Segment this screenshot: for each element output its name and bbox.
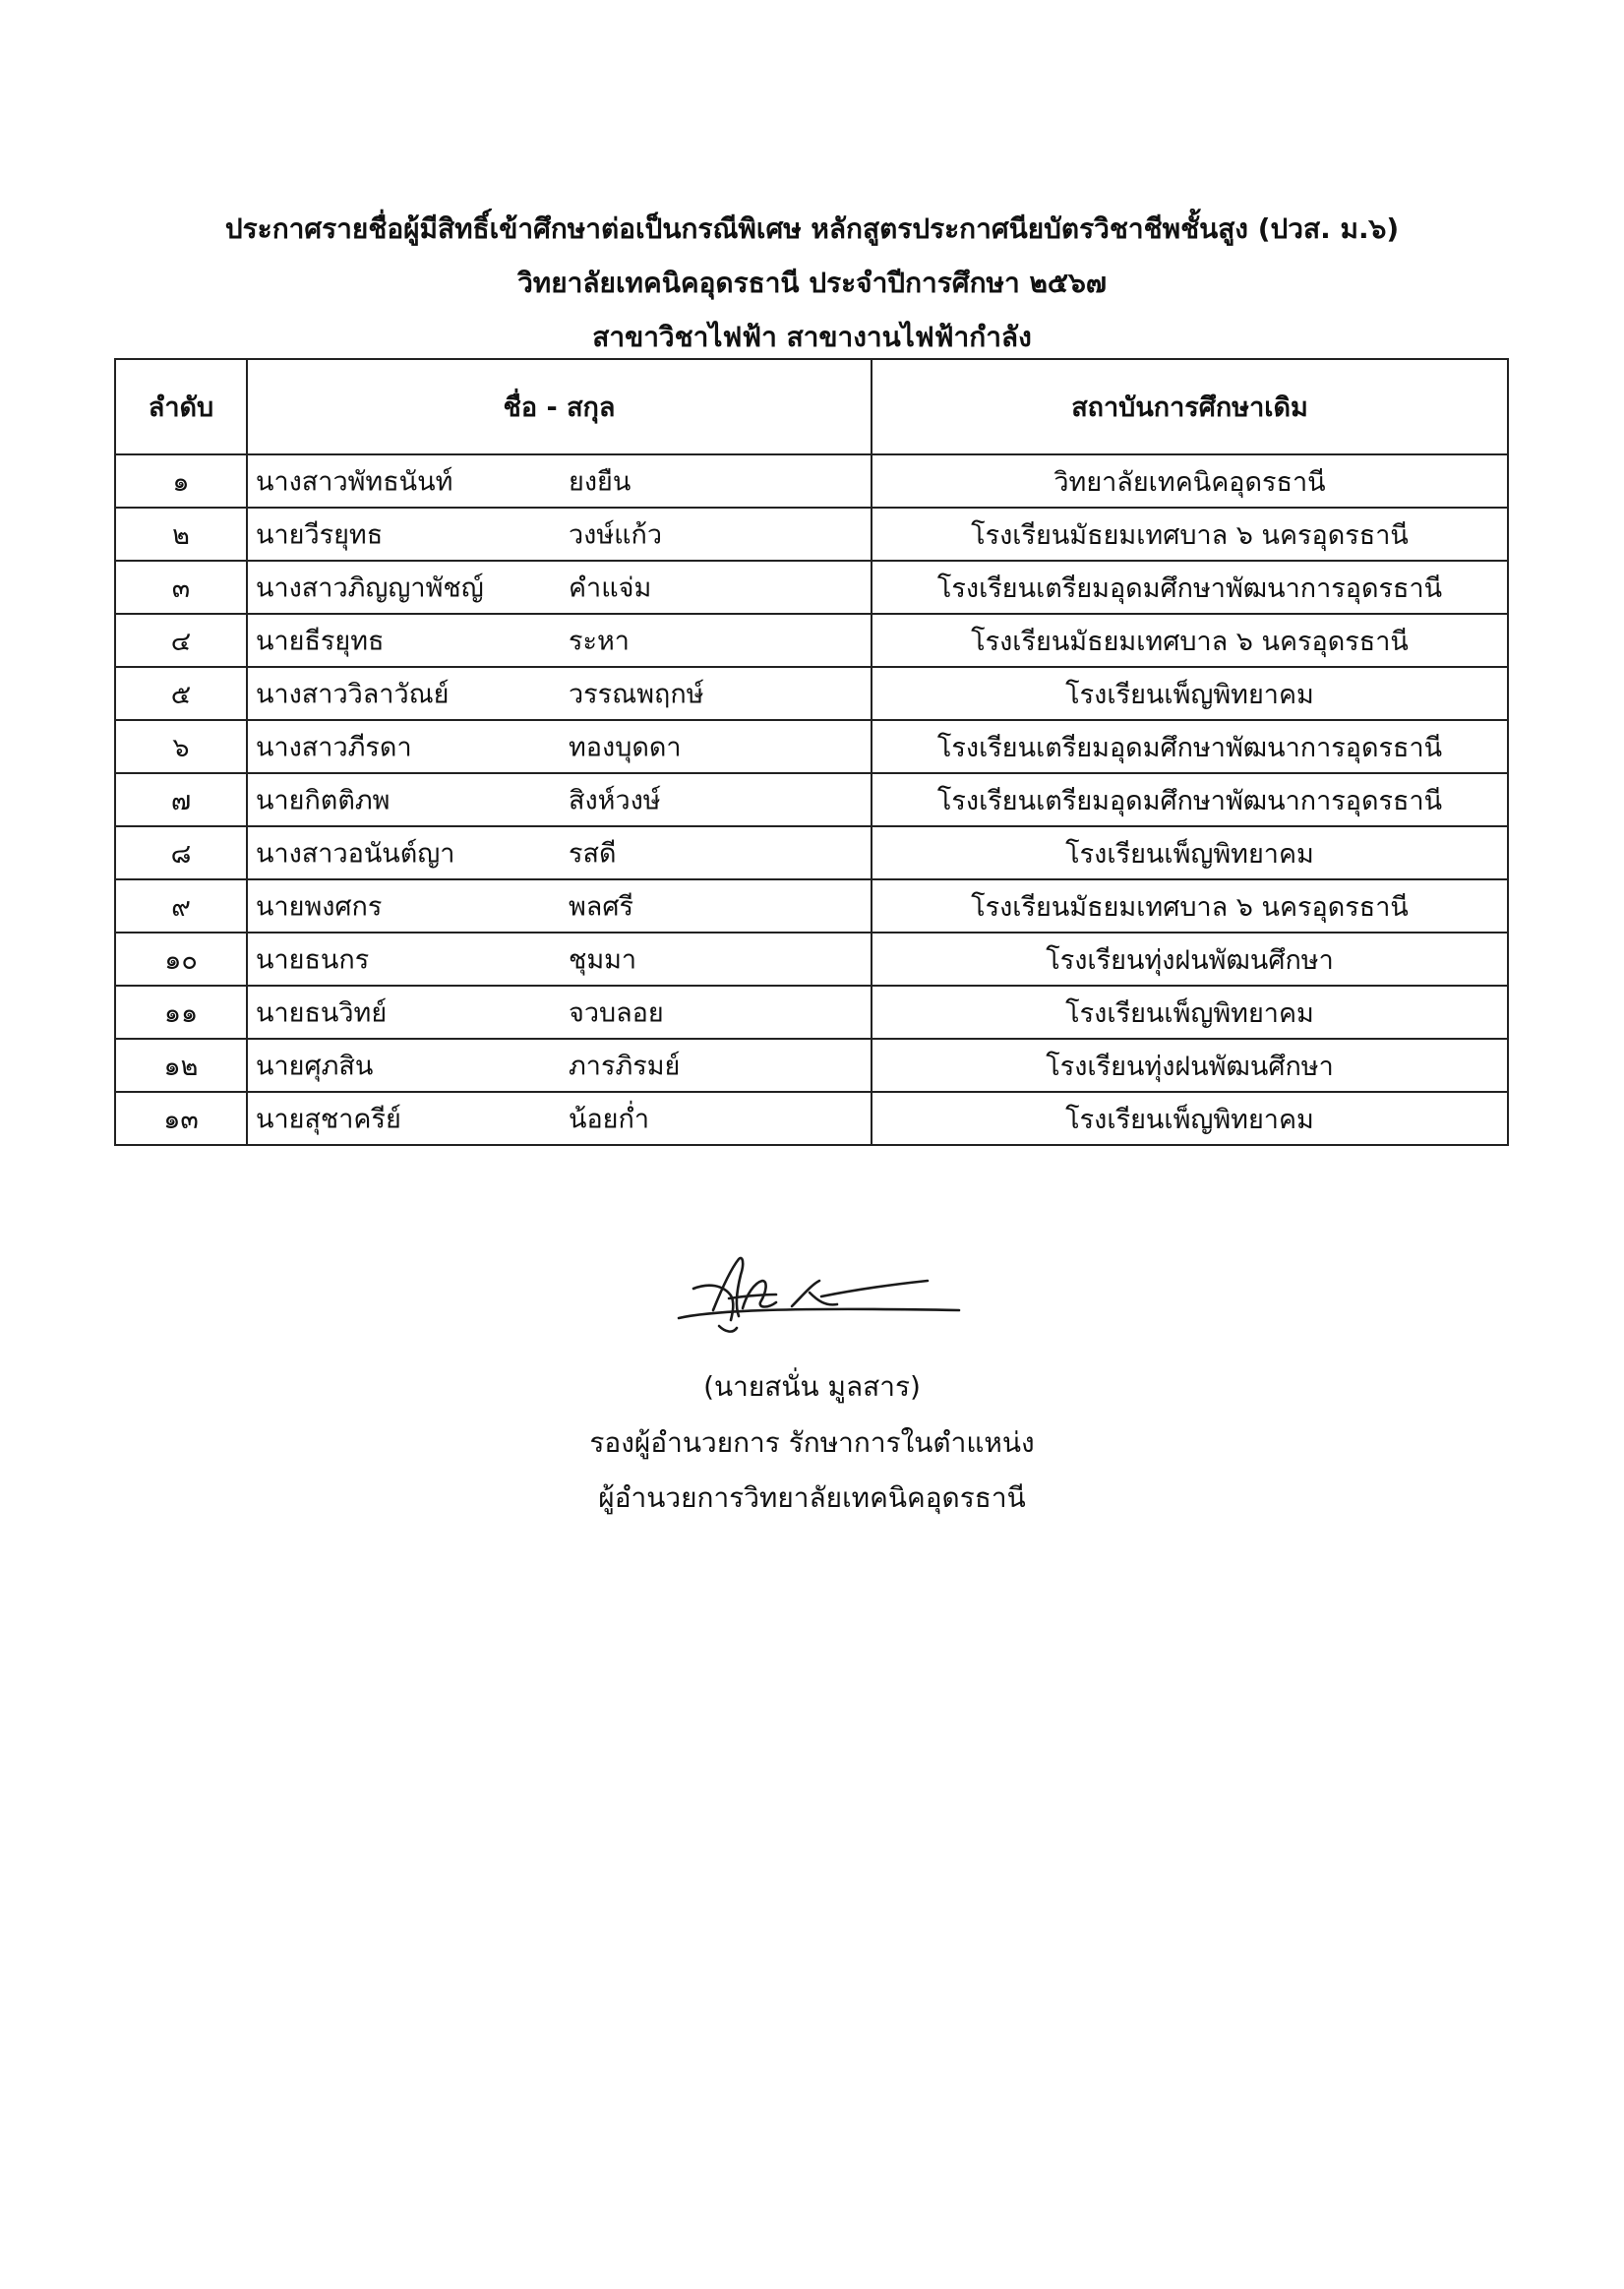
table-row: [115, 879, 1508, 933]
table-row: [115, 614, 1508, 667]
table-row: [115, 1039, 1508, 1092]
row-previous-school: โรงเรียนทุ่งฝนพัฒนศึกษา: [872, 1039, 1508, 1092]
row-full-name: [247, 561, 872, 614]
row-last-name: น้อยก่ำ: [569, 1104, 650, 1135]
row-previous-school: โรงเรียนเตรียมอุดมศึกษาพัฒนาการอุดรธานี: [872, 561, 1508, 614]
row-first-name: นางสาวอนันต์ญา: [256, 838, 455, 870]
row-previous-school: โรงเรียนเตรียมอุดมศึกษาพัฒนาการอุดรธานี: [872, 720, 1508, 773]
row-first-name: นายธีรยุทธ: [256, 626, 385, 657]
row-order-number: ๑๓: [115, 1092, 247, 1145]
row-previous-school: โรงเรียนเพ็ญพิทยาคม: [872, 826, 1508, 879]
row-full-name: [247, 1039, 872, 1092]
row-full-name: [247, 1092, 872, 1145]
row-first-name: นางสาวภีรดา: [256, 732, 412, 763]
handwritten-signature: [674, 1251, 969, 1350]
table-body: [115, 454, 1508, 1145]
student-roster-table: [114, 358, 1509, 1146]
header-school: สถาบันการศึกษาเดิม: [872, 359, 1508, 454]
table-row: [115, 508, 1508, 561]
table-row: [115, 826, 1508, 879]
row-last-name: วรรณพฤกษ์: [569, 679, 704, 710]
signatory-name: (นายสนั่น มูลสาร): [703, 1370, 921, 1403]
row-full-name: [247, 667, 872, 720]
row-order-number: ๑๑: [115, 986, 247, 1039]
row-order-number: ๑: [115, 454, 247, 508]
row-first-name: นายธนวิทย์: [256, 997, 388, 1029]
row-last-name: พลศรี: [569, 891, 633, 923]
signatory-position: รองผู้อำนวยการ รักษาการในตำแหน่ง: [589, 1426, 1035, 1459]
announcement-title: ประกาศรายชื่อผู้มีสิทธิ์เข้าศึกษาต่อเป็นกรณีพิเศษ หลักสูตรประกาศนียบัตรวิชาชีพชั้นสูง (ปวส. ม.๖): [224, 212, 1400, 245]
row-full-name: [247, 614, 872, 667]
row-last-name: คำแจ่ม: [569, 572, 652, 604]
row-previous-school: โรงเรียนเพ็ญพิทยาคม: [872, 986, 1508, 1039]
row-last-name: ชุมมา: [569, 944, 637, 976]
header-order: ลำดับ: [115, 359, 247, 454]
row-previous-school: โรงเรียนมัธยมเทศบาล ๖ นครอุดรธานี: [872, 879, 1508, 933]
table-row: [115, 667, 1508, 720]
row-last-name: ระหา: [569, 626, 630, 657]
row-last-name: ทองบุดดา: [569, 732, 682, 763]
row-last-name: วงษ์แก้ว: [569, 519, 663, 551]
row-previous-school: โรงเรียนมัธยมเทศบาล ๖ นครอุดรธานี: [872, 614, 1508, 667]
row-first-name: นายพงศกร: [256, 891, 383, 923]
row-order-number: ๖: [115, 720, 247, 773]
row-order-number: ๗: [115, 773, 247, 826]
row-first-name: นายกิตติภพ: [256, 785, 391, 816]
row-first-name: นายธนกร: [256, 944, 370, 976]
row-previous-school: โรงเรียนเตรียมอุดมศึกษาพัฒนาการอุดรธานี: [872, 773, 1508, 826]
row-last-name: รสดี: [569, 838, 617, 870]
row-previous-school: โรงเรียนมัธยมเทศบาล ๖ นครอุดรธานี: [872, 508, 1508, 561]
row-order-number: ๑๒: [115, 1039, 247, 1092]
row-last-name: จวบลอย: [569, 997, 664, 1029]
row-last-name: สิงห์วงษ์: [569, 785, 661, 816]
row-previous-school: วิทยาลัยเทคนิคอุดรธานี: [872, 454, 1508, 508]
row-previous-school: โรงเรียนทุ่งฝนพัฒนศึกษา: [872, 933, 1508, 986]
row-first-name: นางสาวภิญญาพัชญ์: [256, 572, 484, 604]
row-first-name: นางสาววิลาวัณย์: [256, 679, 450, 710]
row-full-name: [247, 826, 872, 879]
department-line: สาขาวิชาไฟฟ้า สาขางานไฟฟ้ากำลัง: [592, 321, 1032, 353]
row-full-name: [247, 720, 872, 773]
table-header-row: [115, 359, 1508, 454]
row-previous-school: โรงเรียนเพ็ญพิทยาคม: [872, 1092, 1508, 1145]
row-order-number: ๓: [115, 561, 247, 614]
row-order-number: ๑๐: [115, 933, 247, 986]
table-row: [115, 454, 1508, 508]
row-last-name: ยงยืน: [569, 466, 632, 498]
row-first-name: นายศุภสิน: [256, 1051, 374, 1082]
table-row: [115, 1092, 1508, 1145]
table-row: [115, 986, 1508, 1039]
row-order-number: ๙: [115, 879, 247, 933]
row-order-number: ๒: [115, 508, 247, 561]
row-full-name: [247, 879, 872, 933]
row-full-name: [247, 454, 872, 508]
college-year-line: วิทยาลัยเทคนิคอุดรธานี ประจำปีการศึกษา ๒๕๖๗: [517, 267, 1107, 299]
header-name: ชื่อ - สกุล: [247, 359, 872, 454]
row-first-name: นายสุชาครีย์: [256, 1104, 401, 1135]
row-last-name: ภารภิรมย์: [569, 1051, 681, 1082]
table-row: [115, 773, 1508, 826]
row-order-number: ๔: [115, 614, 247, 667]
row-full-name: [247, 773, 872, 826]
signatory-position-title: ผู้อำนวยการวิทยาลัยเทคนิคอุดรธานี: [598, 1481, 1026, 1514]
table-row: [115, 933, 1508, 986]
row-order-number: ๕: [115, 667, 247, 720]
row-full-name: [247, 508, 872, 561]
table-row: [115, 720, 1508, 773]
row-first-name: นายวีรยุทธ: [256, 519, 384, 551]
table-row: [115, 561, 1508, 614]
row-full-name: [247, 986, 872, 1039]
row-full-name: [247, 933, 872, 986]
row-order-number: ๘: [115, 826, 247, 879]
row-first-name: นางสาวพัทธนันท์: [256, 466, 453, 498]
row-previous-school: โรงเรียนเพ็ญพิทยาคม: [872, 667, 1508, 720]
